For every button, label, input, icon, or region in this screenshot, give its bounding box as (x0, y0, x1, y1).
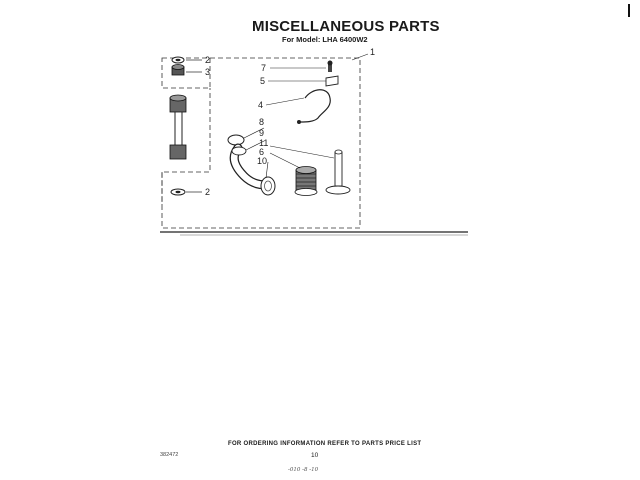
wire-harness-part (297, 90, 330, 124)
filter-part (295, 167, 317, 196)
hose-clamp-part (261, 177, 275, 195)
document-code: 382472 (160, 452, 179, 458)
callout-6: 6 (259, 147, 265, 157)
callout-2-top: 2 (205, 55, 211, 65)
clip-part (326, 76, 338, 86)
handwritten-note: -010 -8 -10 (288, 467, 319, 473)
model-subtitle: For Model: LHA 6400W2 (282, 35, 368, 44)
gasket-part (228, 135, 244, 145)
leveling-leg-part (326, 150, 350, 194)
page-number: 10 (311, 452, 319, 459)
washer-part-bottom (171, 189, 185, 195)
screw-part (328, 61, 333, 73)
callout-9: 9 (259, 128, 265, 138)
inlet-hose-part (170, 95, 186, 159)
assembly-outline (162, 58, 210, 88)
page-title: MISCELLANEOUS PARTS (252, 18, 440, 35)
callout-4: 4 (258, 100, 264, 110)
callout-8: 8 (259, 117, 265, 127)
ordering-note: FOR ORDERING INFORMATION REFER TO PARTS PRICE LIST (228, 441, 422, 447)
callout-7: 7 (261, 63, 267, 73)
callout-5: 5 (260, 76, 266, 86)
callout-2-bottom: 2 (205, 187, 211, 197)
nut-part (172, 65, 184, 76)
callout-10: 10 (257, 156, 268, 166)
callout-3: 3 (205, 67, 211, 77)
callout-1: 1 (370, 47, 376, 57)
callout-11: 11 (259, 138, 269, 148)
washer-part-top (172, 57, 184, 63)
